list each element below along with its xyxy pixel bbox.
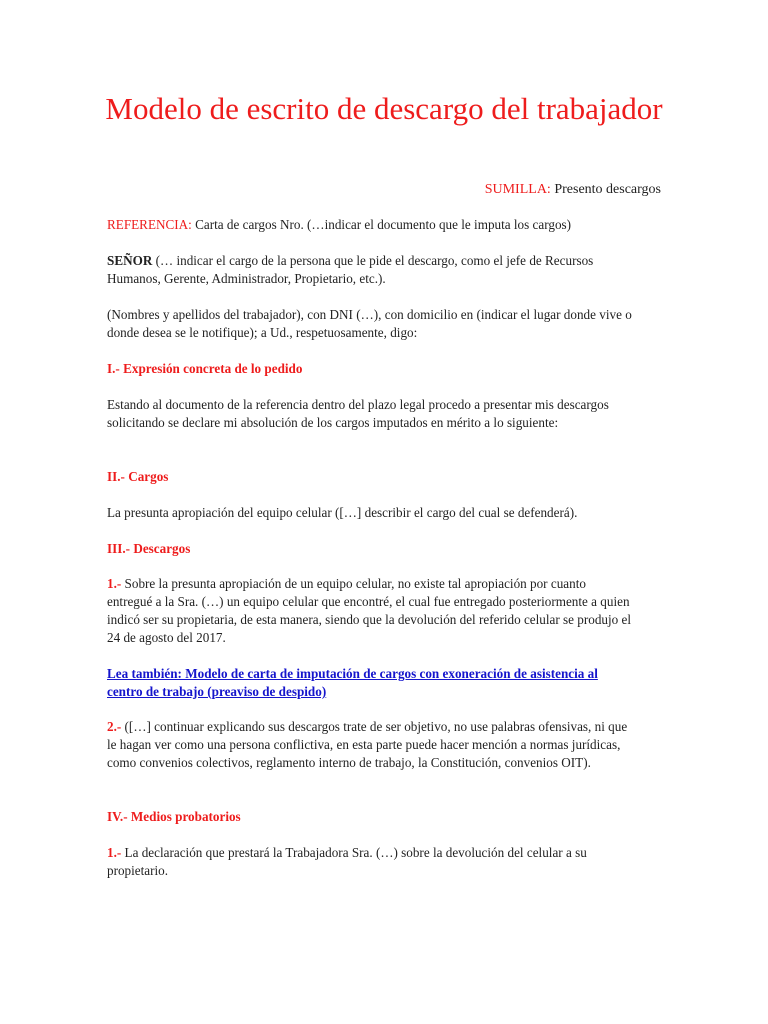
item1-text: Sobre la presunta apropiación de un equipo celular, no existe tal apropiación por cuanto entregué a la Sra. (…) un equipo celular que encontré, el cual fue entregado posteriormente a quien indicó ser su propietaria, de esta manera, siendo que la devolución del referido celular se produjo el 24 de agosto del 2017. bbox=[107, 577, 632, 646]
senor-text: (… indicar el cargo de la persona que le pide el descargo, como el jefe de Recursos Humanos, Gerente, Administrador, Propietario, etc.). bbox=[107, 254, 594, 287]
intro-paragraph: (Nombres y apellidos del trabajador), con DNI (…), con domicilio en (indicar el lugar donde vive o donde desea se le notifique); a Ud., respetuosamente, digo: bbox=[107, 308, 632, 341]
item2-text: ([…] continuar explicando sus descargos trate de ser objetivo, no use palabras ofensivas, ni que le hagan ver como una persona conflictiva, en esta parte puede hacer mención a normas jurídicas, como convenios colectivos, reglamento interno de trabajo, la Constitución, convenios OIT). bbox=[107, 720, 628, 771]
item3-number: 1.- bbox=[107, 846, 122, 861]
descargo-item-1 bbox=[107, 576, 633, 648]
item3-text: La declaración que prestará la Trabajadora Sra. (…) sobre la devolución del celular a su propietario. bbox=[107, 846, 587, 879]
item1-number: 1.- bbox=[107, 577, 122, 592]
document-title: Modelo de escrito de descargo del trabajador bbox=[105, 91, 663, 126]
section2-heading: II.- Cargos bbox=[107, 470, 169, 485]
sumilla-line bbox=[485, 181, 661, 199]
referencia-label: REFERENCIA: bbox=[107, 218, 192, 233]
section1-heading: I.- Expresión concreta de lo pedido bbox=[107, 362, 303, 377]
related-article-link[interactable]: Lea también: Modelo de carta de imputación de cargos con exoneración de asistencia al centro de trabajo (preaviso de despido) bbox=[107, 667, 598, 700]
section4-heading: IV.- Medios probatorios bbox=[107, 810, 241, 825]
section3-heading: III.- Descargos bbox=[107, 542, 191, 557]
senor-paragraph bbox=[107, 253, 633, 289]
referencia-line bbox=[107, 217, 633, 235]
referencia-text: Carta de cargos Nro. (…indicar el documento que le imputa los cargos) bbox=[191, 218, 572, 233]
senor-label: SEÑOR bbox=[107, 254, 153, 269]
section1-paragraph: Estando al documento de la referencia dentro del plazo legal procedo a presentar mis descargos solicitando se declare mi absolución de los cargos imputados en mérito a lo siguiente: bbox=[107, 398, 609, 431]
descargo-item-2 bbox=[107, 719, 633, 773]
sumilla-label: SUMILLA: bbox=[484, 182, 551, 197]
related-link-line bbox=[107, 666, 633, 702]
sumilla-text: Presento descargos bbox=[550, 182, 661, 197]
item2-number: 2.- bbox=[107, 720, 122, 735]
section2-paragraph: La presunta apropiación del equipo celular ([…] describir el cargo del cual se defenderá). bbox=[107, 506, 578, 521]
prueba-item-1 bbox=[107, 845, 633, 881]
